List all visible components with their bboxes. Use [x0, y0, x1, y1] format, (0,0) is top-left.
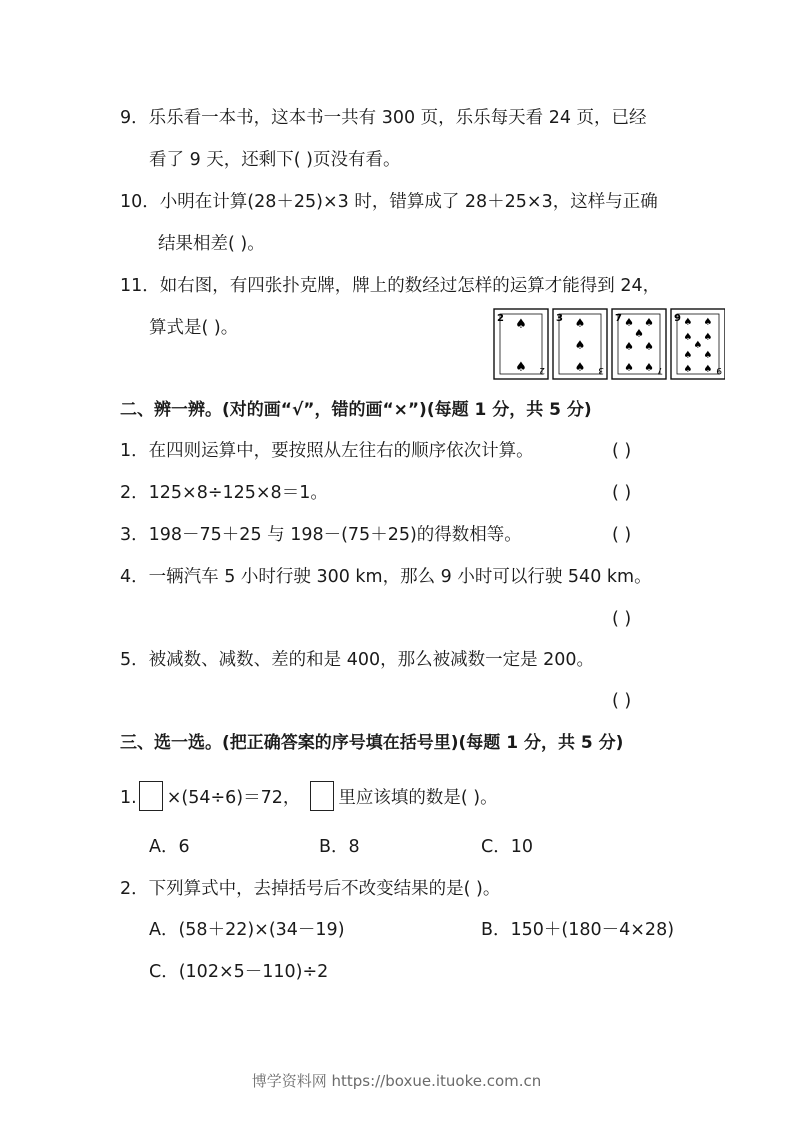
q11-line2: 算式是( )。: [149, 318, 239, 338]
s3-q2-stem: 2．下列算式中，去掉括号后不改变结果的是( )。: [120, 879, 501, 899]
footer-watermark: 博学资料网 https://boxue.ituoke.com.cn: [251, 1072, 542, 1090]
card-2-spades: [494, 309, 548, 379]
spade-icon: ♠: [624, 340, 634, 353]
card-9-spades: [671, 309, 725, 379]
section3-heading: 三、选一选。(把正确答案的序号填在括号里)(每题 1 分，共 5 分): [120, 733, 624, 753]
spade-icon: ♠: [683, 332, 693, 343]
spade-icon: ♠: [693, 340, 703, 351]
spade-icon: ♠: [644, 340, 654, 353]
card-rank-inverted: 9: [716, 365, 722, 375]
spade-icon: ♠: [703, 317, 713, 328]
spade-icon: ♠: [683, 364, 693, 375]
spade-icon: ♠: [644, 361, 654, 374]
spade-icon: ♠: [574, 338, 586, 352]
spade-icon: ♠: [624, 361, 634, 374]
q10-line2: 结果相差( )。: [158, 234, 265, 254]
s2-item-3: 3．198－75＋25 与 198－(75＋25)的得数相等。: [120, 525, 522, 545]
spade-icon: ♠: [644, 316, 654, 329]
s2-item-4: 4．一辆汽车 5 小时行驶 300 km，那么 9 小时可以行驶 540 km。: [120, 567, 652, 587]
q10-line1: 10．小明在计算(28＋25)×3 时，错算成了 28＋25×3，这样与正确: [120, 192, 658, 212]
spade-icon: ♠: [574, 316, 586, 330]
card-rank: 2: [497, 313, 504, 324]
card-rank-inverted: 2: [539, 365, 545, 375]
s2-answer-paren-1[interactable]: ( ): [612, 441, 632, 461]
spade-icon: ♠: [515, 360, 527, 375]
card-rank-inverted: 3: [598, 365, 604, 375]
s2-item-2: 2．125×8÷125×8＝1。: [120, 483, 328, 503]
s2-answer-paren-4[interactable]: ( ): [612, 609, 632, 629]
s3-q1-question: 里应该填的数是( )。: [338, 788, 498, 808]
q9-line1: 9．乐乐看一本书，这本书一共有 300 页，乐乐每天看 24 页，已经: [120, 108, 647, 128]
card-7-spades: [612, 309, 666, 379]
playing-cards-figure: [493, 308, 725, 380]
spade-icon: ♠: [624, 316, 634, 329]
spade-icon: ♠: [703, 364, 713, 375]
q9-line2: 看了 9 天，还剩下( )页没有看。: [149, 150, 401, 170]
spade-icon: ♠: [574, 360, 586, 374]
s2-answer-paren-2[interactable]: ( ): [612, 483, 632, 503]
s2-answer-paren-3[interactable]: ( ): [612, 525, 632, 545]
card-3-spades: [553, 309, 607, 379]
card-rank: 3: [556, 313, 563, 324]
spade-icon: ♠: [703, 332, 713, 343]
s2-answer-paren-5[interactable]: ( ): [612, 691, 632, 711]
s2-item-5: 5．被减数、减数、差的和是 400，那么被减数一定是 200。: [120, 650, 595, 670]
s3-q1-equation: ×(54÷6)＝72，: [166, 788, 301, 808]
s3-q2-option-c[interactable]: C．(102×5－110)÷2: [149, 962, 329, 982]
blank-box[interactable]: [310, 781, 334, 811]
card-rank: 7: [615, 313, 622, 324]
spade-icon: ♠: [703, 350, 713, 361]
blank-box[interactable]: [139, 781, 163, 811]
s3-q1-number: 1.: [120, 788, 137, 808]
q11-line1: 11．如右图，有四张扑克牌，牌上的数经过怎样的运算才能得到 24，: [120, 276, 661, 296]
s3-q1-stem: [120, 783, 498, 813]
spade-icon: ♠: [634, 327, 644, 340]
s2-item-1: 1．在四则运算中，要按照从左往右的顺序依次计算。: [120, 441, 534, 461]
section2-heading: 二、辨一辨。(对的画“√”，错的画“×”)(每题 1 分，共 5 分): [120, 400, 592, 420]
card-rank: 9: [674, 313, 681, 324]
s3-q2-option-b[interactable]: B．150＋(180－4×28): [481, 920, 675, 940]
spade-icon: ♠: [683, 317, 693, 328]
s3-q1-option-c[interactable]: C．10: [481, 837, 533, 857]
s3-q2-option-a[interactable]: A．(58＋22)×(34－19): [149, 920, 345, 940]
spade-icon: ♠: [515, 317, 527, 332]
s3-q1-option-b[interactable]: B．8: [319, 837, 360, 857]
card-rank-inverted: 7: [657, 365, 663, 375]
s3-q1-option-a[interactable]: A．6: [149, 837, 190, 857]
spade-icon: ♠: [683, 350, 693, 361]
